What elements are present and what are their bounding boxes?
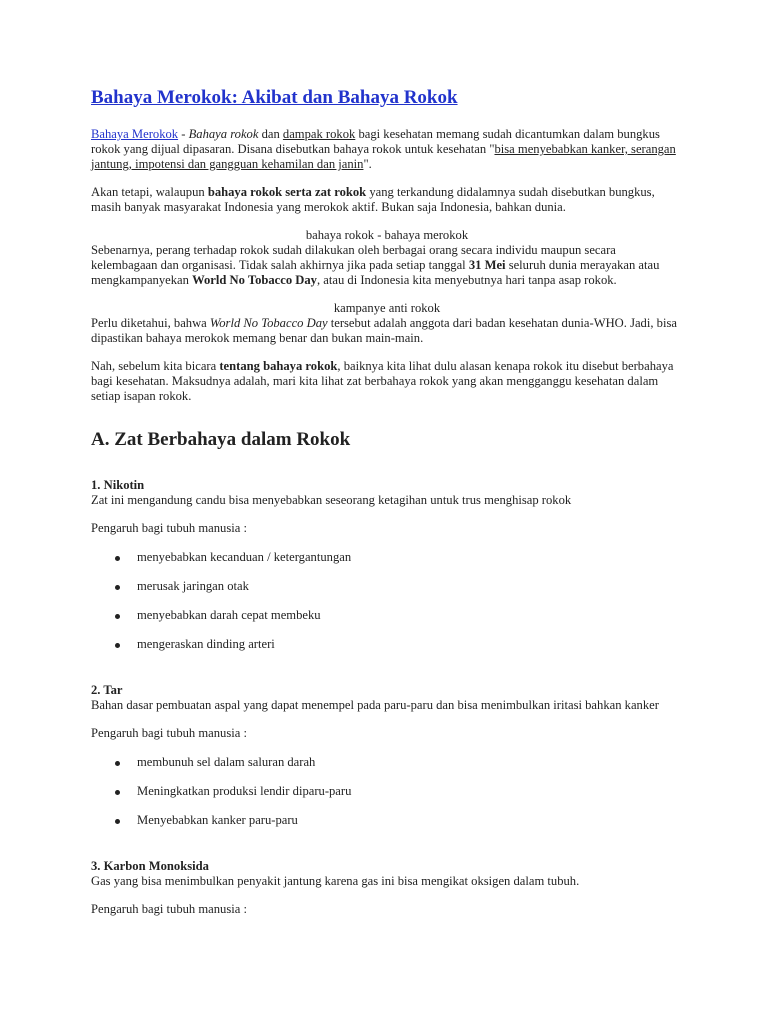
- paragraph-2: Akan tetapi, walaupun bahaya rokok serta zat rokok yang terkandung didalamnya sudah disebutkan bungkus, masih banyak masyarakat Indonesia yang merokok aktif. Bukan saja Indonesia, bahkan dunia.: [91, 185, 655, 214]
- effects-label: Pengaruh bagi tubuh manusia :: [91, 902, 247, 916]
- effects-list-tar: [91, 755, 683, 828]
- bullet-icon: [115, 790, 120, 795]
- effects-list-nikotin: [91, 550, 683, 652]
- list-item: merusak jaringan otak: [137, 579, 683, 594]
- list-item: menyebabkan kecanduan / ketergantungan: [137, 550, 683, 565]
- bullet-icon: [115, 819, 120, 824]
- item-desc-tar: Bahan dasar pembuatan aspal yang dapat menempel pada paru-paru dan bisa menimbulkan iritasi bahkan kanker: [91, 698, 659, 712]
- item-heading-tar: 2. Tar: [91, 683, 123, 697]
- effects-label: Pengaruh bagi tubuh manusia :: [91, 726, 247, 740]
- list-item: Meningkatkan produksi lendir diparu-paru: [137, 784, 683, 799]
- list-item: menyebabkan darah cepat membeku: [137, 608, 683, 623]
- bullet-icon: [115, 761, 120, 766]
- list-item: Menyebabkan kanker paru-paru: [137, 813, 683, 828]
- item-desc-nikotin: Zat ini mengandung candu bisa menyebabkan seseorang ketagihan untuk trus menghisap rokok: [91, 493, 572, 507]
- section-heading-a: A. Zat Berbahaya dalam Rokok: [91, 429, 351, 450]
- item-heading-nikotin: 1. Nikotin: [91, 478, 145, 492]
- item-desc-karbon-monoksida: Gas yang bisa menimbulkan penyakit jantung karena gas ini bisa mengikat oksigen dalam tubuh.: [91, 874, 580, 888]
- paragraph-4: Perlu diketahui, bahwa World No Tobacco Day tersebut adalah anggota dari badan kesehatan dunia-WHO. Jadi, bisa dipastikan bahaya merokok memang benar dan bukan main-main.: [91, 316, 677, 345]
- warning-link[interactable]: bisa menyebabkan kanker, serangan jantung, impotensi dan gangguan kehamilan dan janin: [91, 142, 676, 171]
- list-item: membunuh sel dalam saluran darah: [137, 755, 683, 770]
- image-caption-2: kampanye anti rokok: [333, 301, 441, 315]
- item-heading-karbon-monoksida: 3. Karbon Monoksida: [91, 859, 209, 873]
- bullet-icon: [115, 585, 120, 590]
- article: [91, 86, 683, 917]
- dampak-rokok-link[interactable]: dampak rokok: [282, 127, 356, 141]
- effects-label: Pengaruh bagi tubuh manusia :: [91, 521, 247, 535]
- intro-paragraph: Bahaya Merokok - Bahaya rokok dan dampak rokok bagi kesehatan memang sudah dicantumkan dalam bungkus rokok yang dijual dipasaran. Disana disebutkan bahaya rokok untuk kesehatan "bisa menyebabkan kanker, serangan jantung, impotensi dan gangguan kehamilan dan janin".: [91, 127, 676, 171]
- paragraph-3: Sebenarnya, perang terhadap rokok sudah dilakukan oleh berbagai orang secara individu maupun secara kelembagaan dan organisasi. Tidak salah akhirnya jika pada setiap tanggal 31 Mei seluruh dunia merayakan atau mengkampanyekan World No Tobacco Day, atau di Indonesia kita menyebutnya hari tanpa asap rokok.: [91, 243, 660, 287]
- bullet-icon: [115, 614, 120, 619]
- article-title-link[interactable]: Bahaya Merokok: Akibat dan Bahaya Rokok: [91, 87, 458, 108]
- list-item: mengeraskan dinding arteri: [137, 637, 683, 652]
- image-caption-1: bahaya rokok - bahaya merokok: [305, 228, 469, 242]
- bahaya-merokok-link[interactable]: Bahaya Merokok: [91, 127, 179, 141]
- bullet-icon: [115, 556, 120, 561]
- paragraph-5: Nah, sebelum kita bicara tentang bahaya rokok, baiknya kita lihat dulu alasan kenapa rokok itu disebut berbahaya bagi kesehatan. Maksudnya adalah, mari kita lihat zat berbahaya rokok yang akan mengganggu kesehatan dalam setiap isapan rokok.: [91, 359, 674, 403]
- bullet-icon: [115, 643, 120, 648]
